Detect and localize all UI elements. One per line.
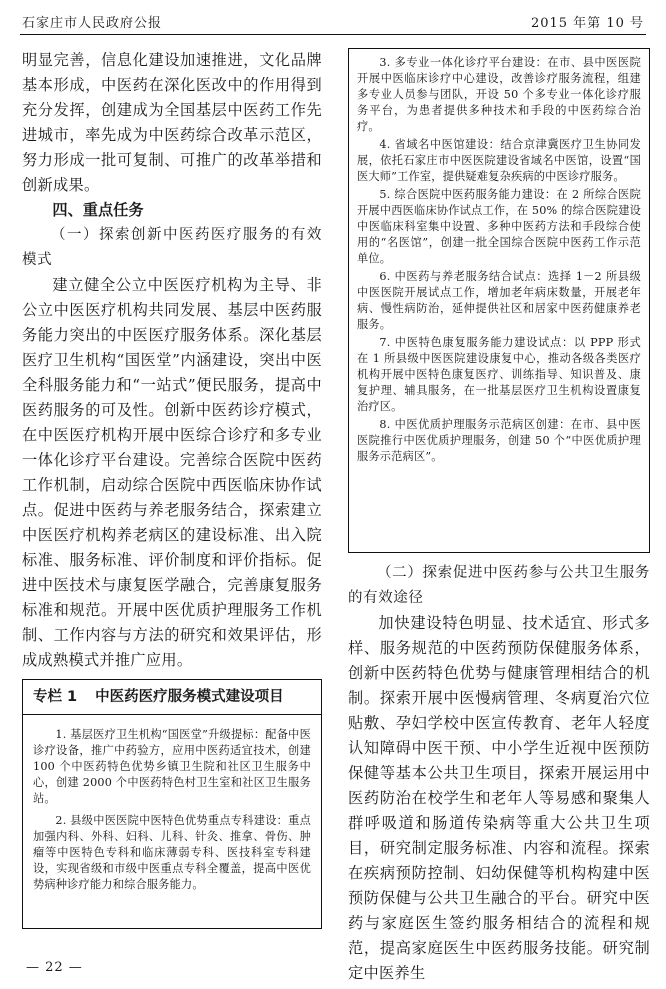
box-item-5: 5. 综合医院中医药服务能力建设：在 2 所综合医院开展中西医临床协作试点工作，在 50% 的综合医院建设中医临床科室集中设置、多种中医药方法和手段综合使用的“名医馆”，创建一批全国综合医院中医药工作示范单位。 (357, 188, 641, 265)
column-box-1-continued (348, 48, 650, 553)
page-header (20, 8, 646, 35)
box-item-2: 2. 县级中医医院中医特色优势重点专科建设：重点加强内科、外科、妇科、儿科、针灸、推拿、骨伤、肿瘤等中医特色专科和临床薄弱专科、医技科室专科建设，实现省级和市级中医重点专科全覆盖，提高中医优势病种诊疗能力和综合服务能力。 (33, 814, 311, 891)
box-item-7: 7. 中医特色康复服务能力建设试点：以 PPP 形式在 1 所县级中医医院建设康复中心，推动各级各类医疗机构开展中医特色康复医疗、训练指导、知识普及、康复护理、辅具服务，在一批基层医疗卫生机构设置康复治疗区。 (357, 336, 641, 413)
box-item-6: 6. 中医药与养老服务结合试点：选择 1－2 所县级中医医院开展试点工作，增加老年病床数量，开展老年病、慢性病防治，延伸提供社区和居家中医药健康养老服务。 (357, 270, 641, 331)
box-item-1: 1. 基层医疗卫生机构“国医堂”升级提标：配备中医诊疗设备，推广中药验方，应用中医药适宜技术，创建 100 个中医药特色优势乡镇卫生院和社区卫生服务中心，创建 2000 个中医药特色村卫生室和社区卫生服务站。 (33, 728, 311, 805)
column-box-heading: 中医药医疗服务模式建设项目 (95, 689, 284, 705)
column-box-label: 专栏 1 (33, 689, 78, 705)
paragraph-service-system: 建立健全公立中医医疗机构为主导、非公立中医医疗机构共同发展、基层中医药服务能力突出的中医医疗服务体系。深化基层医疗卫生机构“国医堂”内涵建设，突出中医全科服务能力和“一站式”便民服务，提高中医药服务的可及性。创新中医药诊疗模式，在中医医疗机构开展中医综合诊疗和多专业一体化诊疗平台建设。完善综合医院中医药工作机制，启动综合医院中西医临床协作试点。促进中医药与养老服务结合，探索建立中医医疗机构养老病区的建设标准、出入院标准、服务标准、评价制度和评价指标。促进中医技术与康复医学融合，完善康复服务标准和规范。开展中医优质护理服务工作机制、工作内容与方法的研究和效果评估，形成成熟模式并推广应用。 (22, 276, 322, 669)
left-column (22, 48, 322, 929)
box-item-8: 8. 中医优质护理服务示范病区创建：在市、县中医医院推行中医优质护理服务，创建 50 个“中医优质护理服务示范病区”。 (357, 418, 641, 463)
column-box-1-body (23, 715, 321, 893)
section-heading-key-tasks: 四、重点任务 (52, 201, 144, 219)
paragraph-public-health: 加快建设特色明显、技术适宜、形式多样、服务规范的中医药预防保健服务体系，创新中医药特色优势与健康管理相结合的机制。探索开展中医慢病管理、冬病夏治穴位贴敷、孕妇学校中医宣传教育、老年人轻度认知障碍中医干预、中小学生近视中医预防保健等基本公共卫生项目，探索开展运用中医药防治在校学生和老年人等易感和聚集人群呼吸道和肠道传染病等重大公共卫生项目，研究制定服务标准、内容和流程。探索在疾病预防控制、妇幼保健等机构构建中医预防保健与公共卫生融合的平台。研究中医药与家庭医生签约服务相结合的流程和规范，提高家庭医生中医药服务技能。研究制定中医养生 (348, 614, 650, 982)
right-column (348, 48, 650, 986)
page-number: — 22 — (26, 960, 83, 975)
paragraph-goals-cont: 明显完善，信息化建设加速推进，文化品牌基本形成，中医药在深化医改中的作用得到充分发挥，创建成为全国基层中医药工作先进城市，率先成为中医药综合改革示范区，努力形成一批可复制、可推广的改革举措和创新成果。 (22, 51, 322, 194)
column-box-1-title (23, 680, 321, 715)
publication-title: 石家庄市人民政府公报 (22, 16, 163, 31)
subheading-public-health: （二）探索促进中医药参与公共卫生服务的有效途径 (348, 565, 650, 606)
box-item-3: 3. 多专业一体化诊疗平台建设：在市、县中医医院开展中医临床诊疗中心建设，改善诊疗服务流程，组建多专业人员参与团队，开设 50 个多专业一体化诊疗服务平台，为患者提供多种技术和手段的中医药综合治疗。 (357, 56, 641, 133)
box-item-4: 4. 省域名中医馆建设：结合京津冀医疗卫生协同发展，依托石家庄市中医医院建设省域名中医馆，设置“国医大师”工作室，提供疑难复杂疾病的中医诊疗服务。 (357, 138, 641, 183)
subheading-service-model: （一）探索创新中医药医疗服务的有效模式 (22, 227, 322, 268)
column-box-1 (22, 679, 322, 929)
issue-number: 2015 年第 10 号 (530, 16, 644, 31)
